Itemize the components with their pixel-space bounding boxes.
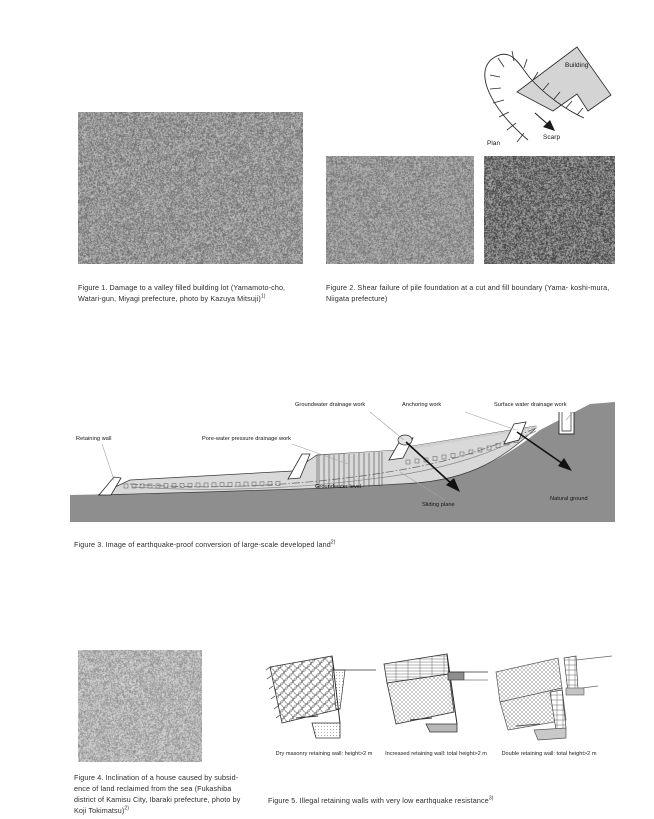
figure-1-superscript: 1) xyxy=(260,293,266,300)
figure-5-panel-dry-masonry xyxy=(266,650,378,745)
figure-5-caption xyxy=(268,795,598,806)
increased-wall-svg xyxy=(378,650,490,745)
surface-water-channel xyxy=(559,412,574,434)
figure-3-label-groundwater-level: Groundwater level xyxy=(315,484,362,490)
dry-masonry-footing xyxy=(312,723,340,738)
figure-1-caption-line-2: Watari-gun, Miyagi prefecture, photo by Kazuya Mitsuji) xyxy=(78,294,261,304)
figure-5-label-double: Double retaining wall: total height>2 m xyxy=(501,751,597,757)
figure-3-label-pore-water: Pore-water pressure drainage work xyxy=(202,436,292,442)
double-wall-upper-footing xyxy=(566,688,584,695)
figure-2-caption-line-2: koshi-mura, Niigata prefecture) xyxy=(326,283,610,304)
figure-5-label-increased: Increased retaining wall: total height>2 m xyxy=(385,751,487,757)
double-wall-lower-footing xyxy=(534,728,566,740)
increased-wall-original xyxy=(387,674,454,724)
figure-3-superscript: 2) xyxy=(330,539,336,546)
figure-5-caption-line-1: Figure 5. Illegal retaining walls with very low earthquake resistance xyxy=(268,796,489,805)
plan-label-building: Building xyxy=(565,62,589,69)
dry-masonry-wall-face xyxy=(270,656,340,723)
figure-4-photo xyxy=(78,650,202,762)
figure-1-photo xyxy=(78,112,303,264)
figure-3-caption-line-1: Figure 3. Image of earthquake-proof conversion of large-scale developed land xyxy=(74,540,331,549)
figure-3-label-anchoring: Anchoring work xyxy=(402,402,442,408)
double-wall-rear-stem xyxy=(564,656,578,692)
figure-4-caption xyxy=(74,772,254,817)
figure-5-label-dry-masonry: Dry masonry retaining wall: height>2 m xyxy=(275,751,373,757)
figure-4-superscript: 2) xyxy=(124,806,130,813)
double-wall-svg xyxy=(488,650,613,745)
figure-3-label-retaining-wall: Retaining wall xyxy=(76,436,112,442)
figure-5-panel-increased xyxy=(378,650,490,745)
figure-3-label-surface-water: Surface water drainage work xyxy=(494,402,567,408)
figure-2-photo-left xyxy=(326,156,474,264)
double-wall-ground-line-upper xyxy=(576,656,612,660)
figure-4-caption-line-2: ence of land reclaimed from the sea (Fukashiba xyxy=(74,784,232,794)
figure-4-caption-line-4: by Koji Tokimatsu) xyxy=(74,795,241,816)
figure-3-caption xyxy=(74,539,494,550)
figure-3-label-groundwater-drainage: Groundwater drainage work xyxy=(295,402,366,408)
figure-3-svg xyxy=(70,392,615,522)
plan-diagram xyxy=(460,30,640,155)
figure-5-panel-double xyxy=(488,650,613,745)
scarp-direction-arrow xyxy=(535,113,555,131)
dry-masonry-svg xyxy=(266,650,378,745)
increased-wall-cap-block xyxy=(448,672,464,680)
plan-label-plan: Plan xyxy=(487,140,501,147)
figure-3-label-natural-ground: Natural ground xyxy=(550,496,588,502)
figure-3-label-sliding-plane: Sliding plane xyxy=(422,502,455,508)
figure-2-photo-right xyxy=(484,156,615,264)
figure-3-diagram xyxy=(70,392,615,522)
figure-1-caption-line-1: Figure 1. Damage to a valley filled building lot (Yamamoto-cho, xyxy=(78,283,286,292)
figure-2-caption xyxy=(326,282,618,304)
figure-5-superscript: 3) xyxy=(488,795,494,802)
figure-4-caption-line-3: district of Kamisu City, Ibaraki prefecture, photo xyxy=(74,795,231,805)
increased-wall-footing xyxy=(426,724,457,732)
figure-1-caption xyxy=(78,282,308,304)
figure-4-caption-line-1: Figure 4. Inclination of a house caused by subsid- xyxy=(74,773,239,782)
figure-2-caption-line-1: Figure 2. Shear failure of pile foundation at a cut and fill boundary (Yama- xyxy=(326,283,569,292)
plan-label-scarp: Scarp xyxy=(543,134,561,141)
